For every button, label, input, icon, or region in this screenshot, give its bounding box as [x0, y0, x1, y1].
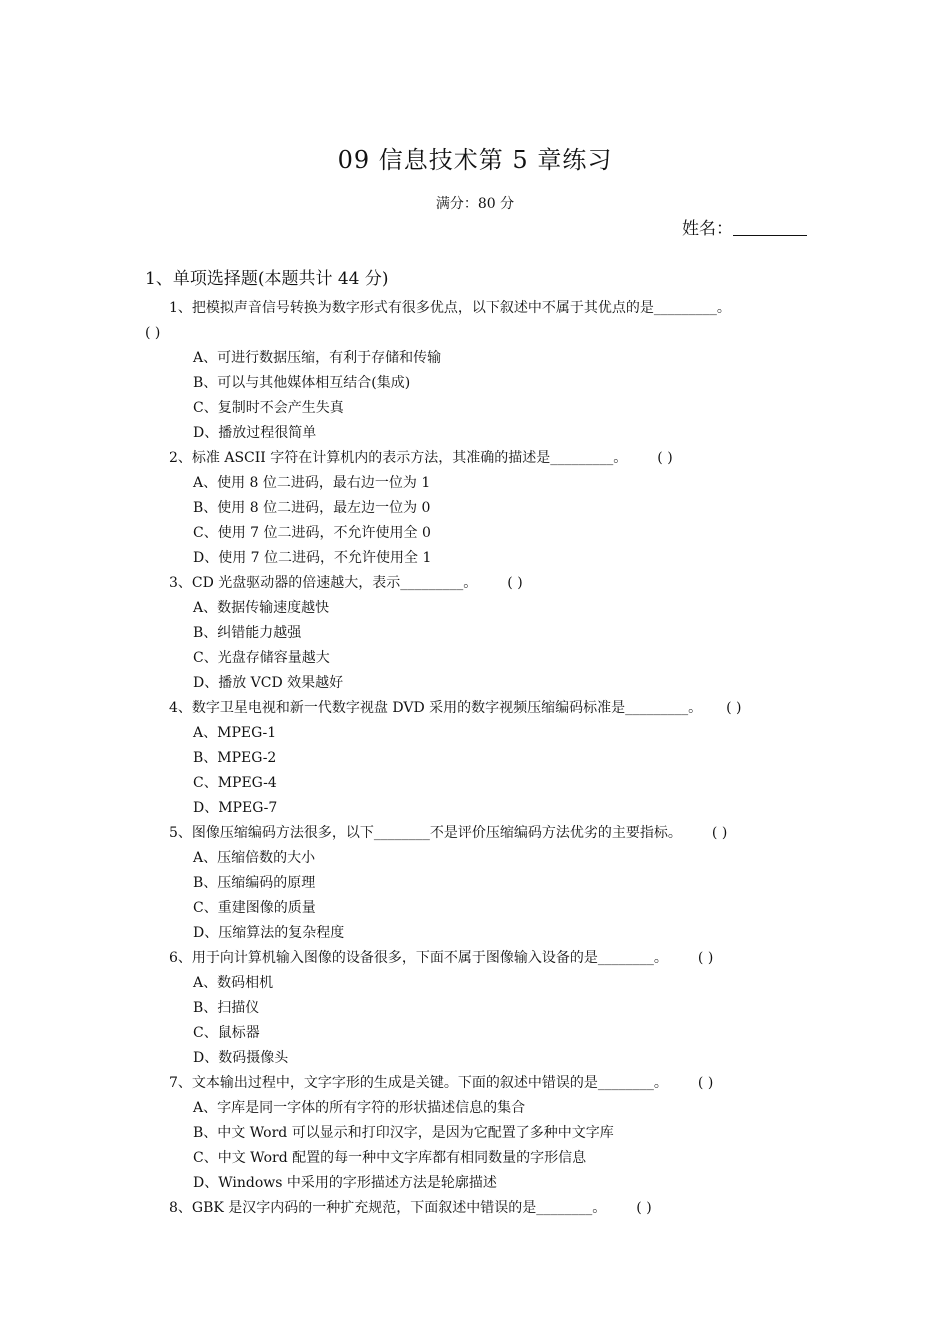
option-c: C、复制时不会产生失真: [193, 400, 344, 416]
option-a: A、数码相机: [193, 975, 274, 991]
question-4: [145, 696, 810, 821]
option-c: C、光盘存储容量越大: [193, 650, 330, 666]
option-d: D、使用 7 位二进码，不允许使用全 1: [193, 550, 432, 566]
option-d: D、Windows 中采用的字形描述方法是轮廓描述: [193, 1175, 497, 1191]
question-text: 5、图像压缩编码方法很多，以下________不是评价压缩编码方法优劣的主要指标。: [169, 825, 682, 841]
answer-paren: ( ): [711, 825, 728, 841]
answer-paren: ( ): [636, 1200, 652, 1216]
answer-paren: ( ): [697, 1075, 714, 1091]
question-text: 4、数字卫星电视和新一代数字视盘 DVD 采用的数字视频压缩编码标准是_________。: [169, 700, 703, 716]
option-b: B、MPEG-2: [193, 750, 277, 766]
question-5: [145, 821, 810, 946]
option-a: A、数据传输速度越快: [193, 600, 330, 616]
answer-paren: ( ): [145, 325, 161, 341]
question-text: 3、CD 光盘驱动器的倍速越大，表示_________。: [169, 575, 478, 591]
option-c: C、重建图像的质量: [193, 900, 316, 916]
question-2: [145, 446, 810, 571]
answer-paren: ( ): [726, 700, 742, 716]
name-blank: [733, 219, 807, 236]
answer-paren: ( ): [507, 575, 523, 591]
option-a: A、可进行数据压缩，有利于存储和传输: [193, 350, 442, 366]
question-3: [145, 571, 810, 696]
full-score: 满分：80 分: [435, 196, 515, 212]
option-d: D、压缩算法的复杂程度: [193, 925, 345, 941]
option-b: B、使用 8 位二进码，最左边一位为 0: [193, 500, 431, 516]
option-d: D、播放 VCD 效果越好: [193, 675, 344, 691]
question-text: 1、把模拟声音信号转换为数字形式有很多优点，以下叙述中不属于其优点的是_________。: [169, 300, 731, 316]
option-d: D、MPEG-7: [193, 800, 278, 816]
option-b: B、中文 Word 可以显示和打印汉字，是因为它配置了多种中文字库: [193, 1125, 614, 1141]
section-heading: 1、单项选择题(本题共计 44 分): [145, 269, 389, 289]
option-a: A、MPEG-1: [193, 725, 277, 741]
question-text: 6、用于向计算机输入图像的设备很多，下面不属于图像输入设备的是________。: [169, 950, 668, 966]
answer-paren: ( ): [657, 450, 673, 466]
option-a: A、字库是同一字体的所有字符的形状描述信息的集合: [193, 1100, 526, 1116]
name-field: [682, 214, 807, 239]
option-d: D、数码摄像头: [193, 1050, 289, 1066]
question-8: [145, 1196, 810, 1221]
question-text: 8、GBK 是汉字内码的一种扩充规范，下面叙述中错误的是________。: [169, 1200, 607, 1216]
option-b: B、纠错能力越强: [193, 625, 302, 641]
question-list: [145, 296, 810, 1221]
option-c: C、鼠标器: [193, 1025, 260, 1041]
question-1: [145, 296, 810, 446]
name-label: 姓名：: [682, 219, 733, 239]
option-a: A、使用 8 位二进码，最右边一位为 1: [193, 475, 431, 491]
answer-paren: ( ): [697, 950, 714, 966]
option-c: C、中文 Word 配置的每一种中文字库都有相同数量的字形信息: [193, 1150, 587, 1166]
option-d: D、播放过程很简单: [193, 425, 317, 441]
option-b: B、扫描仪: [193, 1000, 260, 1016]
page-title: 09 信息技术第 5 章练习: [337, 146, 613, 174]
option-a: A、压缩倍数的大小: [193, 850, 316, 866]
option-c: C、MPEG-4: [193, 775, 277, 791]
question-text: 2、标准 ASCII 字符在计算机内的表示方法，其准确的描述是_________。: [169, 450, 628, 466]
option-c: C、使用 7 位二进码，不允许使用全 0: [193, 525, 431, 541]
option-b: B、可以与其他媒体相互结合(集成): [193, 375, 411, 391]
question-7: [145, 1071, 810, 1196]
option-b: B、压缩编码的原理: [193, 875, 316, 891]
question-text: 7、文本输出过程中，文字字形的生成是关键。下面的叙述中错误的是________。: [169, 1075, 668, 1091]
question-6: [145, 946, 810, 1071]
